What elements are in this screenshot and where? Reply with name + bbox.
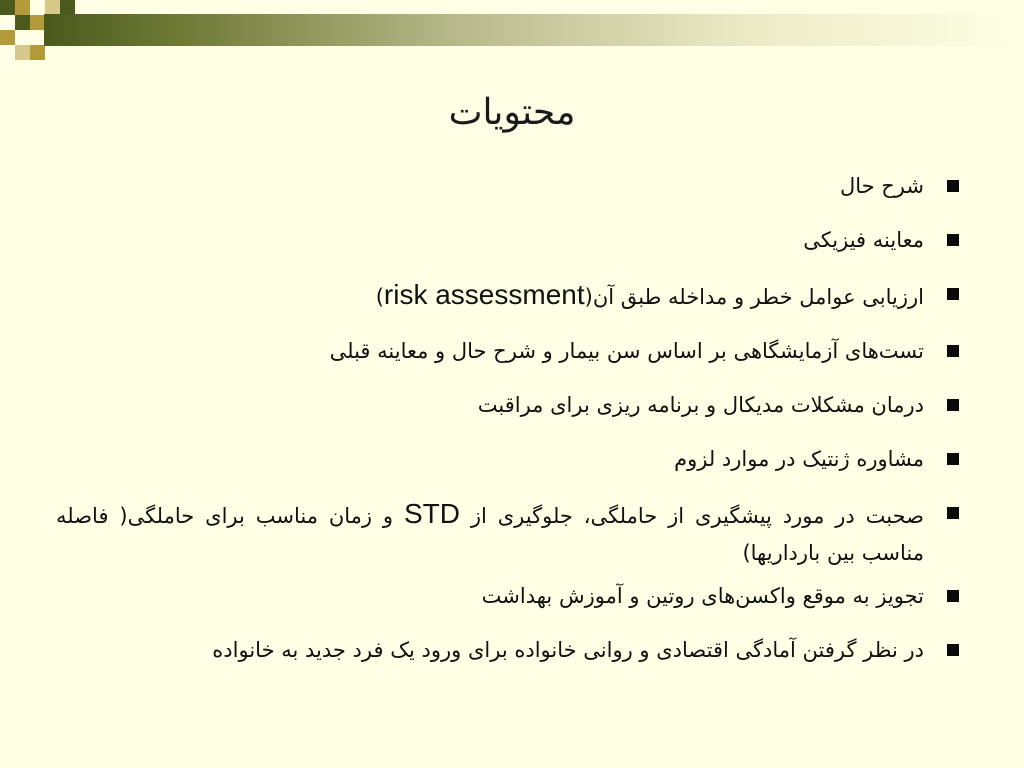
bullet-text: معاینه فیزیکی — [803, 228, 924, 252]
bullet-text: شرح حال — [839, 174, 924, 198]
square-bullet-icon — [947, 180, 959, 192]
square-bullet-icon — [947, 644, 959, 656]
bullet-item-genetic-counseling — [56, 441, 964, 478]
bullet-text: مشاوره ژنتیک در موارد لزوم — [674, 447, 924, 471]
square-bullet-icon — [947, 399, 959, 411]
bullet-list — [56, 168, 964, 675]
header-band — [44, 14, 1024, 46]
bullet-item-risk-assessment — [56, 276, 964, 316]
bullet-item-physical-exam — [56, 222, 964, 259]
bullet-item-vaccination — [56, 578, 964, 615]
bullet-text: تست‌های آزمایشگاهی بر اساس سن بیمار و شرح حال و معاینه قبلی — [329, 339, 924, 363]
slide-title: محتویات — [448, 92, 576, 133]
square-bullet-icon — [947, 590, 959, 602]
square-bullet-icon — [947, 453, 959, 465]
bullet-item-medical-treatment — [56, 387, 964, 424]
bullet-text: تجویز به موقع واکسن‌های روتین و آموزش بهداشت — [481, 584, 924, 608]
bullet-text: درمان مشکلات مدیکال و برنامه ریزی برای مراقبت — [477, 393, 924, 417]
bullet-text-latin: STD — [403, 498, 460, 529]
bullet-text-pre: صحبت در مورد پیشگیری از حاملگی، جلوگیری از — [459, 504, 924, 528]
bullet-item-lab-tests — [56, 333, 964, 370]
square-bullet-icon — [947, 288, 959, 300]
square-bullet-icon — [947, 507, 959, 519]
bullet-text-post: و زمان مناسب برای حاملگی( فاصله مناسب بین بارداریها) — [56, 504, 924, 565]
bullet-text-latin: risk assessment — [383, 279, 585, 310]
square-bullet-icon — [947, 234, 959, 246]
bullet-item-history — [56, 168, 964, 205]
bullet-text: در نظر گرفتن آمادگی اقتصادی و روانی خانواده برای ورود یک فرد جدید به خانواده — [212, 638, 924, 662]
bullet-text-pre: ارزیابی عوامل خطر و مداخله طبق آن( — [584, 285, 924, 309]
bullet-text-post: ) — [375, 285, 384, 309]
bullet-item-contraception — [56, 495, 964, 572]
bullet-item-family-readiness — [56, 632, 964, 669]
square-bullet-icon — [947, 345, 959, 357]
